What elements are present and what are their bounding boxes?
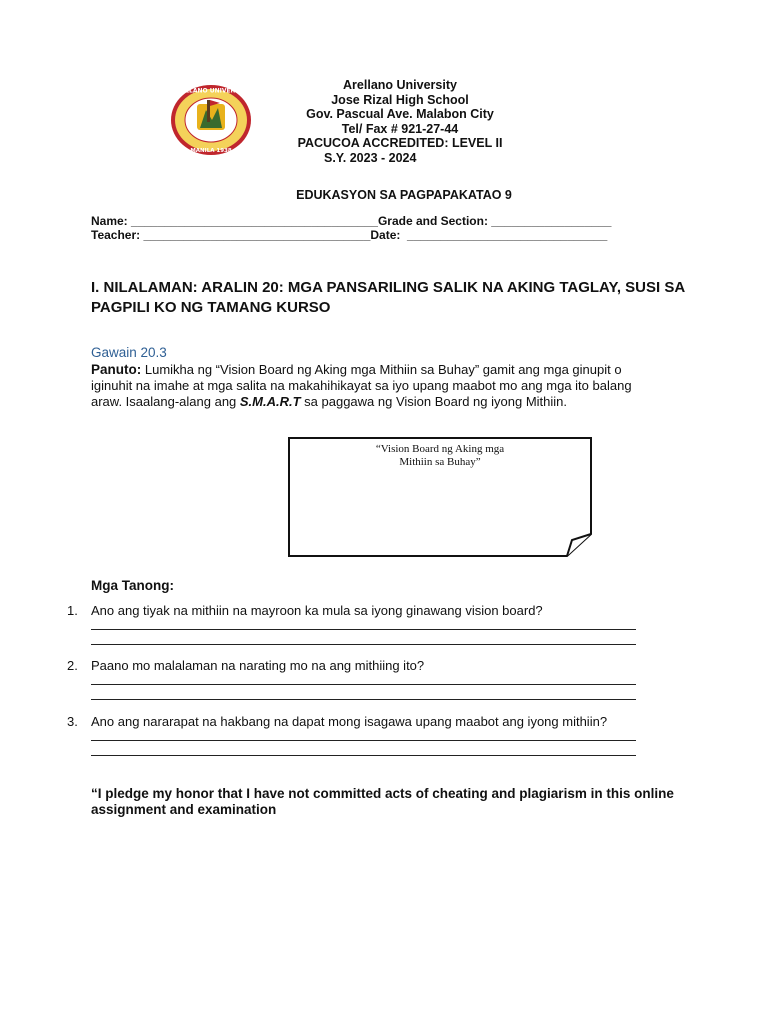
honor-pledge: “I pledge my honor that I have not committed acts of cheating and plagiarism in this online assignment and examination xyxy=(91,786,674,817)
answer-line[interactable] xyxy=(91,699,636,700)
header-line: Gov. Pascual Ave. Malabon City xyxy=(306,107,494,122)
header-line: Arellano University xyxy=(343,78,457,92)
vision-board-label-line2: Mithiin sa Buhay” xyxy=(399,456,481,468)
instructions-label: Panuto: xyxy=(91,362,142,377)
question-item xyxy=(67,658,667,673)
header-line: Jose Rizal High School xyxy=(331,92,469,107)
answer-line[interactable] xyxy=(91,684,636,685)
school-year: S.Y. 2023 - 2024 xyxy=(324,150,417,165)
seal-arc-text-bottom: MANILA 1938 xyxy=(190,148,232,154)
teacher-date-fields[interactable]: Teacher: __________________________________Date: ______________________________ xyxy=(91,228,608,242)
question-text: Ano ang tiyak na mithiin na mayroon ka mula sa iyong ginawang vision board? xyxy=(91,603,543,618)
question-text: Ano ang nararapat na hakbang na dapat mong isagawa upang maabot ang iyong mithiin? xyxy=(91,714,608,729)
vision-board-label xyxy=(330,443,550,469)
question-number: 3. xyxy=(67,714,78,729)
subject-title: EDUKASYON SA PAGPAPAKATAO 9 xyxy=(296,188,512,202)
smart-emphasis: S.M.A.R.T xyxy=(239,394,301,409)
school-header xyxy=(260,78,540,166)
question-number: 1. xyxy=(67,603,78,618)
instructions-text-end: sa paggawa ng Vision Board ng iyong Mithiin. xyxy=(300,394,567,409)
question-text: Paano mo malalaman na narating mo na ang mithiing ito? xyxy=(91,658,425,673)
instructions-paragraph xyxy=(91,362,641,410)
questions-heading: Mga Tanong: xyxy=(91,578,174,593)
name-grade-fields[interactable]: Name: _____________________________________Grade and Section: __________________ xyxy=(91,214,612,228)
instructions-text: Lumikha ng “Vision Board ng Aking mga Mithiin sa Buhay” gamit ang mga ginupit o iginuhit na imahe at mga salita na makahihikayat sa iyo upang maabot mo ang mga ito balang araw. Isaalang-alang ang xyxy=(91,362,632,409)
question-number: 2. xyxy=(67,658,78,673)
question-item xyxy=(67,603,667,618)
activity-heading: Gawain 20.3 xyxy=(91,345,167,360)
question-item xyxy=(67,714,667,729)
header-line: PACUCOA ACCREDITED: LEVEL II xyxy=(297,136,503,151)
lesson-title: I. NILALAMAN: ARALIN 20: MGA PANSARILING SALIK NA AKING TAGLAY, SUSI SA PAGPILI KO NG TAMANG KURSO xyxy=(91,279,685,316)
header-line: Tel/ Fax # 921-27-44 xyxy=(341,121,459,136)
answer-line[interactable] xyxy=(91,755,636,756)
answer-line[interactable] xyxy=(91,740,636,741)
seal-arc-text-top: ARELLANO UNIVERSITY xyxy=(171,87,251,95)
answer-line[interactable] xyxy=(91,629,636,630)
vision-board-label-line1: “Vision Board ng Aking mga xyxy=(375,443,505,455)
answer-line[interactable] xyxy=(91,644,636,645)
university-seal-logo xyxy=(170,84,252,156)
